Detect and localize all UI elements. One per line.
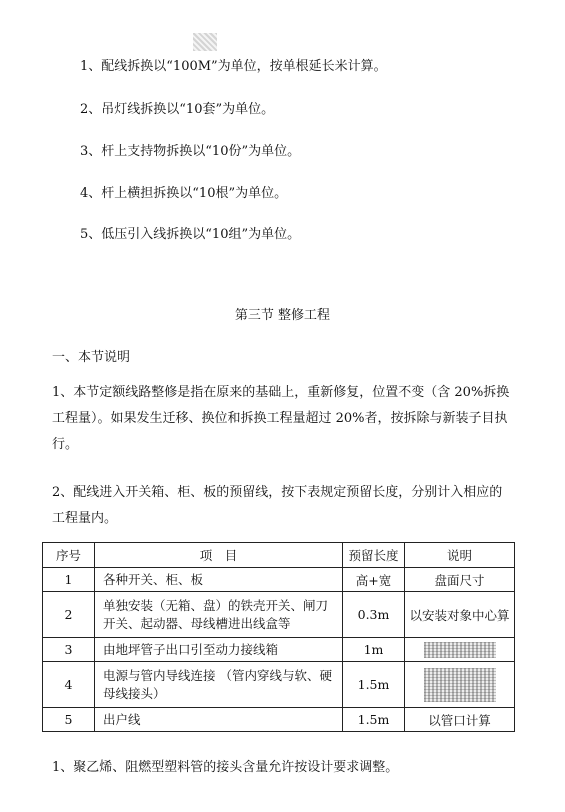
footer-line: 1、聚乙烯、阻燃型塑料管的接头含量允许按设计要求调整。 — [52, 760, 399, 775]
cell-length: 1m — [343, 638, 405, 662]
paragraph-2-line-2: 工程量内。 — [52, 511, 118, 526]
list-item-2: 2、吊灯线拆换以“10套”为单位。 — [80, 102, 275, 117]
cell-note-obscured — [405, 662, 515, 708]
cell-note: 盘面尺寸 — [405, 568, 515, 592]
cell-no: 4 — [43, 662, 95, 708]
header-item: 项 目 — [95, 543, 343, 568]
cell-note: 以管口计算 — [405, 708, 515, 732]
paragraph-2 — [52, 480, 512, 532]
paragraph-1-line-3: 行。 — [52, 437, 79, 452]
cell-length: 1.5m — [343, 662, 405, 708]
list-item-1: 1、配线拆换以“100M”为单位，按单根延长米计算。 — [80, 59, 387, 74]
cell-note-obscured — [405, 638, 515, 662]
cell-no: 3 — [43, 638, 95, 662]
watermark-stamp — [193, 33, 217, 51]
cell-note: 以安装对象中心算 — [405, 592, 515, 638]
table-header-row — [43, 543, 515, 568]
reserve-length-table — [42, 542, 515, 732]
obscured-text — [424, 642, 496, 658]
paragraph-1-line-1: 1、本节定额线路整修是指在原来的基础上，重新修复，位置不变（含 20%拆换 — [52, 385, 510, 400]
header-note: 说明 — [405, 543, 515, 568]
cell-length: 1.5m — [343, 708, 405, 732]
obscured-text — [424, 668, 496, 702]
subsection-title: 一、本节说明 — [52, 350, 131, 365]
table-row — [43, 592, 515, 638]
cell-item: 电源与管内导线连接 （管内穿线与软、硬母线接头） — [95, 662, 343, 708]
table-row — [43, 662, 515, 708]
cell-item: 各种开关、柜、板 — [95, 568, 343, 592]
cell-item: 单独安装（无箱、盘）的铁壳开关、闸刀开关、起动器、母线槽进出线盒等 — [95, 592, 343, 638]
list-item-5: 5、低压引入线拆换以“10组”为单位。 — [80, 227, 301, 242]
paragraph-1 — [52, 380, 512, 458]
header-no: 序号 — [43, 543, 95, 568]
cell-no: 1 — [43, 568, 95, 592]
table-row — [43, 568, 515, 592]
header-length: 预留长度 — [343, 543, 405, 568]
cell-item: 由地坪管子出口引至动力接线箱 — [95, 638, 343, 662]
table-row — [43, 638, 515, 662]
paragraph-1-line-2: 工程量）。如果发生迁移、换位和拆换工程量超过 20%者，按拆除与新装子目执 — [52, 411, 508, 426]
cell-length: 高+宽 — [343, 568, 405, 592]
cell-no: 2 — [43, 592, 95, 638]
list-item-3: 3、杆上支持物拆换以“10份”为单位。 — [80, 144, 301, 159]
cell-item: 出户线 — [95, 708, 343, 732]
paragraph-2-line-1: 2、配线进入开关箱、柜、板的预留线，按下表规定预留长度，分别计入相应的 — [52, 485, 503, 500]
section-title: 第三节 整修工程 — [234, 308, 331, 323]
cell-no: 5 — [43, 708, 95, 732]
cell-length: 0.3m — [343, 592, 405, 638]
list-item-4: 4、杆上横担拆换以“10根”为单位。 — [80, 186, 288, 201]
table-row — [43, 708, 515, 732]
